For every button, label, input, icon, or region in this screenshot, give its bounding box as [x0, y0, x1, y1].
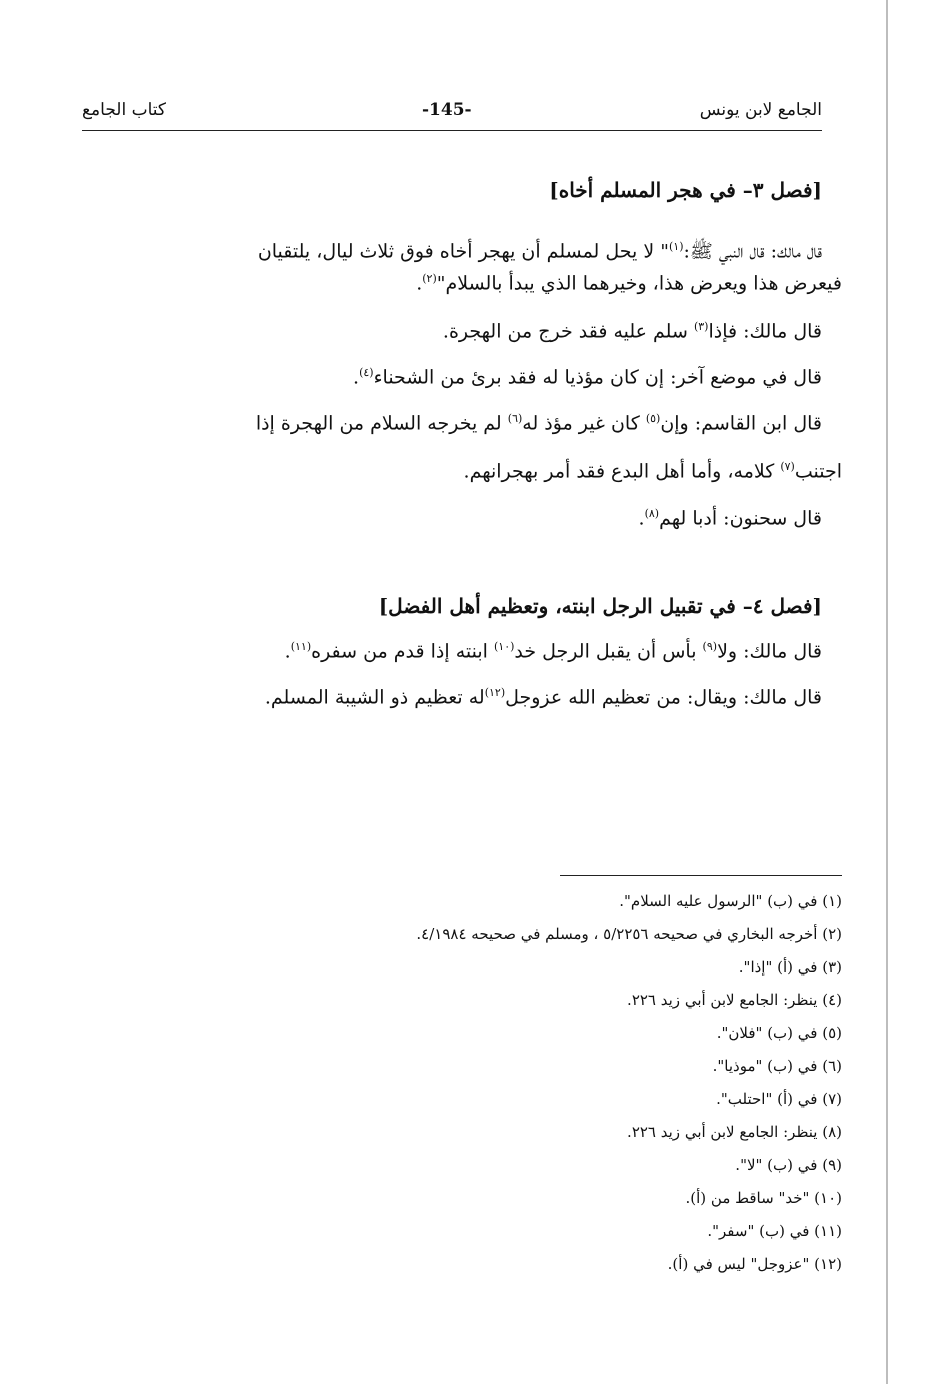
section-4-heading: [فصل ٤– في تقبيل الرجل ابنته، وتعظيم أهل الفضل]: [378, 594, 822, 618]
book-title: الجامع لابن يونس: [699, 100, 822, 120]
footnote-6: (٦) في (ب) "موذيا".: [712, 1057, 842, 1075]
scan-page-edge: [886, 0, 888, 1384]
footnote-7: (٧) في (أ) "احتلب".: [716, 1090, 842, 1108]
header-rule: [82, 130, 822, 131]
chapter-title: كتاب الجامع: [82, 100, 167, 120]
footnote-8: (٨) ينظر: الجامع لابن أبي زيد ٢٢٦.: [627, 1123, 842, 1141]
section-3-heading: [فصل ٣– في هجر المسلم أخاه]: [549, 178, 822, 202]
section-3-paragraph-1-line-2: فيعرض هذا ويعرض هذا، وخيرهما الذي يبدأ بالسلام"$^{(٢)}$.: [416, 272, 842, 295]
footnote-separator: [560, 875, 842, 876]
section-3-paragraph-2: قال مالك: فإذا$^{(٣)}$ سلم عليه فقد خرج من الهجرة.: [442, 320, 822, 343]
running-header: [82, 100, 822, 130]
footnote-3: (٣) في (أ) "إذا".: [738, 958, 842, 976]
footnote-12: (١٢) "عزوجل" ليس في (أ).: [667, 1255, 842, 1273]
section-4-paragraph-1: قال مالك: ولا$^{(٩)}$ بأس أن يقبل الرجل خد$^{(١٠)}$ ابنته إذا قدم من سفره$^{(١١)}$.: [284, 640, 822, 663]
footnote-4: (٤) ينظر: الجامع لابن أبي زيد ٢٢٦.: [627, 991, 842, 1009]
footnote-5: (٥) في (ب) "فلان".: [716, 1024, 842, 1042]
footnote-10: (١٠) "خد" ساقط من (أ).: [685, 1189, 842, 1207]
section-3-paragraph-4-line-2: اجتنب$^{(٧)}$ كلامه، وأما أهل البدع فقد أمر بهجرانهم.: [463, 460, 842, 483]
section-3-paragraph-1: قال مالك: قال النبي ﷺ:$^{(١)}$" لا يحل لمسلم أن يهجر أخاه فوق ثلاث ليال، يلتقيان: [257, 240, 822, 263]
section-4-paragraph-2: قال مالك: ويقال: من تعظيم الله عزوجل$^{(١٢)}$له تعظيم ذو الشيبة المسلم.: [264, 686, 822, 709]
footnote-9: (٩) في (ب) "لا".: [735, 1156, 842, 1174]
section-3-paragraph-5: قال سحنون: أدبا لهم$^{(٨)}$.: [638, 507, 822, 530]
section-3-paragraph-4: قال ابن القاسم: وإن$^{(٥)}$ كان غير مؤذ له$^{(٦)}$ لم يخرجه السلام من الهجرة إذا: [255, 412, 822, 435]
footnote-2: (٢) أخرجه البخاري في صحيحه ٥/٢٢٥٦ ، ومسلم في صحيحه ٤/١٩٨٤.: [416, 925, 842, 943]
footnote-1: (١) في (ب) "الرسول عليه السلام".: [619, 892, 842, 910]
page-number: -145-: [422, 100, 472, 120]
section-3-paragraph-3: قال في موضع آخر: إن كان مؤذيا له فقد برئ من الشحناء$^{(٤)}$.: [353, 366, 822, 389]
footnote-11: (١١) في (ب) "سفر".: [707, 1222, 842, 1240]
